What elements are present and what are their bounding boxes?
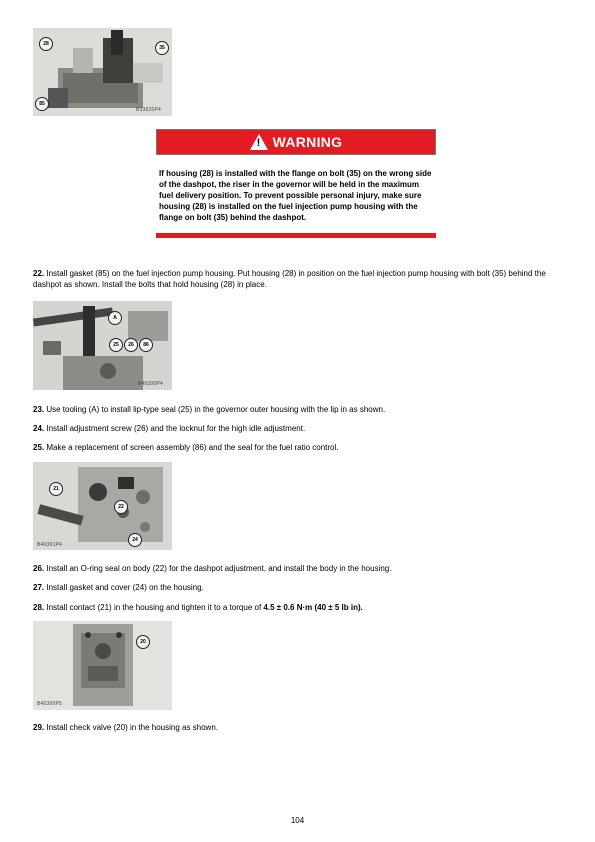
step-29: [33, 722, 561, 733]
step-28: [33, 602, 561, 613]
callout-35: 35: [155, 41, 169, 55]
callout-A: A: [108, 311, 122, 325]
photo-illustration: [33, 28, 172, 116]
callout-22: 22: [114, 500, 128, 514]
photo-housing-installation: [33, 28, 172, 116]
warning-title: WARNING: [272, 133, 343, 150]
photo-code: B40301P4: [37, 542, 62, 548]
step-text: Install adjustment screw (26) and the locknut for the high idle adjustment.: [46, 424, 306, 433]
step-number: 24.: [33, 424, 45, 433]
step-25: [33, 442, 561, 453]
callout-25: 25: [109, 338, 123, 352]
step-text: Install contact (21) in the housing and tighten it to a torque of: [46, 603, 264, 612]
callout-20: 20: [136, 635, 150, 649]
step-number: 23.: [33, 405, 45, 414]
step-text: Install gasket and cover (24) on the housing.: [46, 583, 204, 592]
page-number: 104: [290, 816, 305, 825]
step-26: [33, 563, 561, 574]
step-number: 26.: [33, 564, 45, 573]
warning-header: [156, 129, 436, 155]
step-text: Install an O-ring seal on body (22) for the dashpot adjustment, and install the body in the housing.: [46, 564, 392, 573]
step-number: 22.: [33, 269, 45, 278]
warning-box: [156, 129, 436, 238]
step-text: Use tooling (A) to install lip-type seal (25) in the governor outer housing with the lip in as shown.: [46, 405, 386, 414]
callout-28: 28: [39, 37, 53, 51]
step-22: [33, 268, 561, 290]
warning-icon: !: [250, 134, 268, 150]
callout-85: 85: [35, 97, 49, 111]
step-number: 28.: [33, 603, 45, 612]
step-24: [33, 423, 561, 434]
photo-code: B40300P5: [37, 701, 62, 707]
photo-dashpot-body: [33, 462, 172, 550]
step-text: Install gasket (85) on the fuel injection pump housing. Put housing (28) in position on the fuel injection pump housing with bolt (35) behind the dashpot as shown. Install the bolts that hold housing (28) in place.: [33, 269, 546, 289]
step-text: Make a replacement of screen assembly (86) and the seal for the fuel ratio control.: [46, 443, 339, 452]
photo-code: B40300P4: [138, 381, 163, 387]
photo-seal-installation: [33, 301, 172, 390]
callout-86: 86: [139, 338, 153, 352]
warning-bottom-bar: [156, 233, 436, 238]
step-23: [33, 404, 561, 415]
step-27: [33, 582, 561, 593]
torque-value: 4.5 ± 0.6 N·m (40 ± 5 lb in).: [263, 603, 363, 612]
photo-code: B33620P4: [136, 107, 161, 113]
photo-illustration: [33, 462, 172, 550]
step-number: 25.: [33, 443, 45, 452]
warning-text: If housing (28) is installed with the flange on bolt (35) on the wrong side of the dashpot, the riser in the governor will be held in the maximum fuel delivery position. To prevent possible personal injury, make sure housing (28) is installed on the fuel injection pump housing with the flange on bolt (35) behind the dashpot.: [159, 169, 432, 222]
callout-21: 21: [49, 482, 63, 496]
callout-26: 26: [124, 338, 138, 352]
photo-check-valve: [33, 621, 172, 710]
photo-illustration: [33, 621, 172, 710]
step-number: 27.: [33, 583, 45, 592]
step-text: Install check valve (20) in the housing as shown.: [46, 723, 219, 732]
callout-24: 24: [128, 533, 142, 547]
step-number: 29.: [33, 723, 45, 732]
